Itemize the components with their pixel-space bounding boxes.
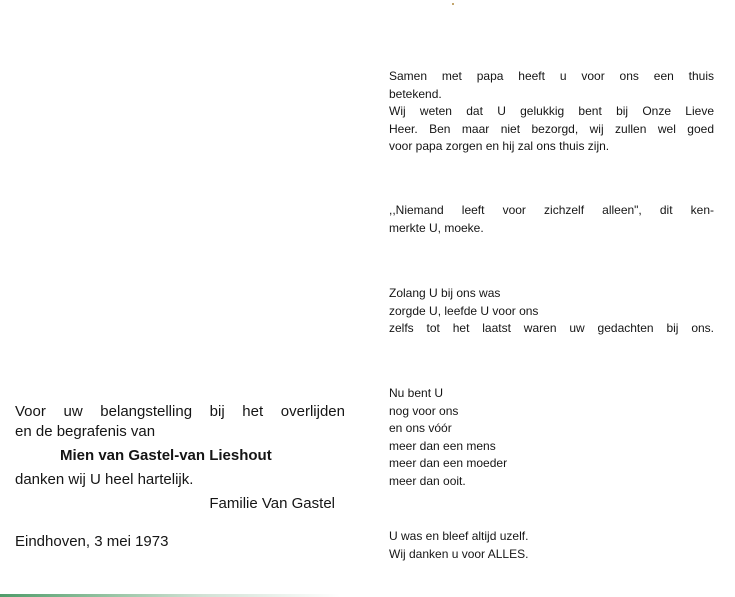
acknowledgement-text [15, 402, 345, 552]
text-line: betekend. [389, 86, 442, 101]
memorial-paragraph-1 [389, 68, 714, 156]
thanks-line-3: danken wij U heel hartelijk. [15, 471, 194, 488]
text-line: merkte U, moeke. [389, 220, 484, 235]
print-speck [452, 3, 454, 5]
memorial-paragraph-3 [389, 285, 714, 338]
memorial-paragraph-5 [389, 528, 714, 563]
text-line: Samen met papa heeft u voor ons een thuis [389, 69, 714, 83]
text-line: meer dan een moeder [389, 456, 508, 470]
memorial-paragraph-4 [389, 385, 714, 490]
text-line: U was en bleef altijd uzelf. [389, 529, 529, 543]
text-line: zorgde U, leefde U voor ons [389, 303, 539, 318]
memorial-paragraph-2 [389, 202, 714, 237]
text-line: nog voor ons [389, 403, 459, 418]
text-line: ,,Niemand leeft voor zichzelf alleen", dit ken- [389, 203, 714, 217]
text-line: Heer. Ben maar niet bezorgd, wij zullen wel goed [389, 121, 714, 136]
text-line: Wij danken u voor ALLES. [389, 546, 529, 561]
thanks-line-2: en de begrafenis van [15, 423, 156, 440]
family-signature: Familie Van Gastel [209, 495, 335, 512]
text-line: en ons vóór [389, 421, 452, 435]
text-line: Wij weten dat U gelukkig bent bij Onze Lieve [389, 104, 714, 118]
text-line: Zolang U bij ons was [389, 286, 501, 300]
text-line: meer dan ooit. [389, 473, 466, 488]
text-line: meer dan een mens [389, 438, 496, 453]
text-line: Nu bent U [389, 386, 444, 400]
text-line: voor papa zorgen en hij zal ons thuis zijn. [389, 139, 610, 153]
thanks-line-1: Voor uw belangstelling bij het overlijden [15, 403, 345, 420]
deceased-name: Mien van Gastel-van Lieshout [60, 447, 272, 464]
place-date: Eindhoven, 3 mei 1973 [15, 533, 169, 550]
text-line: zelfs tot het laatst waren uw gedachten bij ons. [389, 321, 714, 335]
